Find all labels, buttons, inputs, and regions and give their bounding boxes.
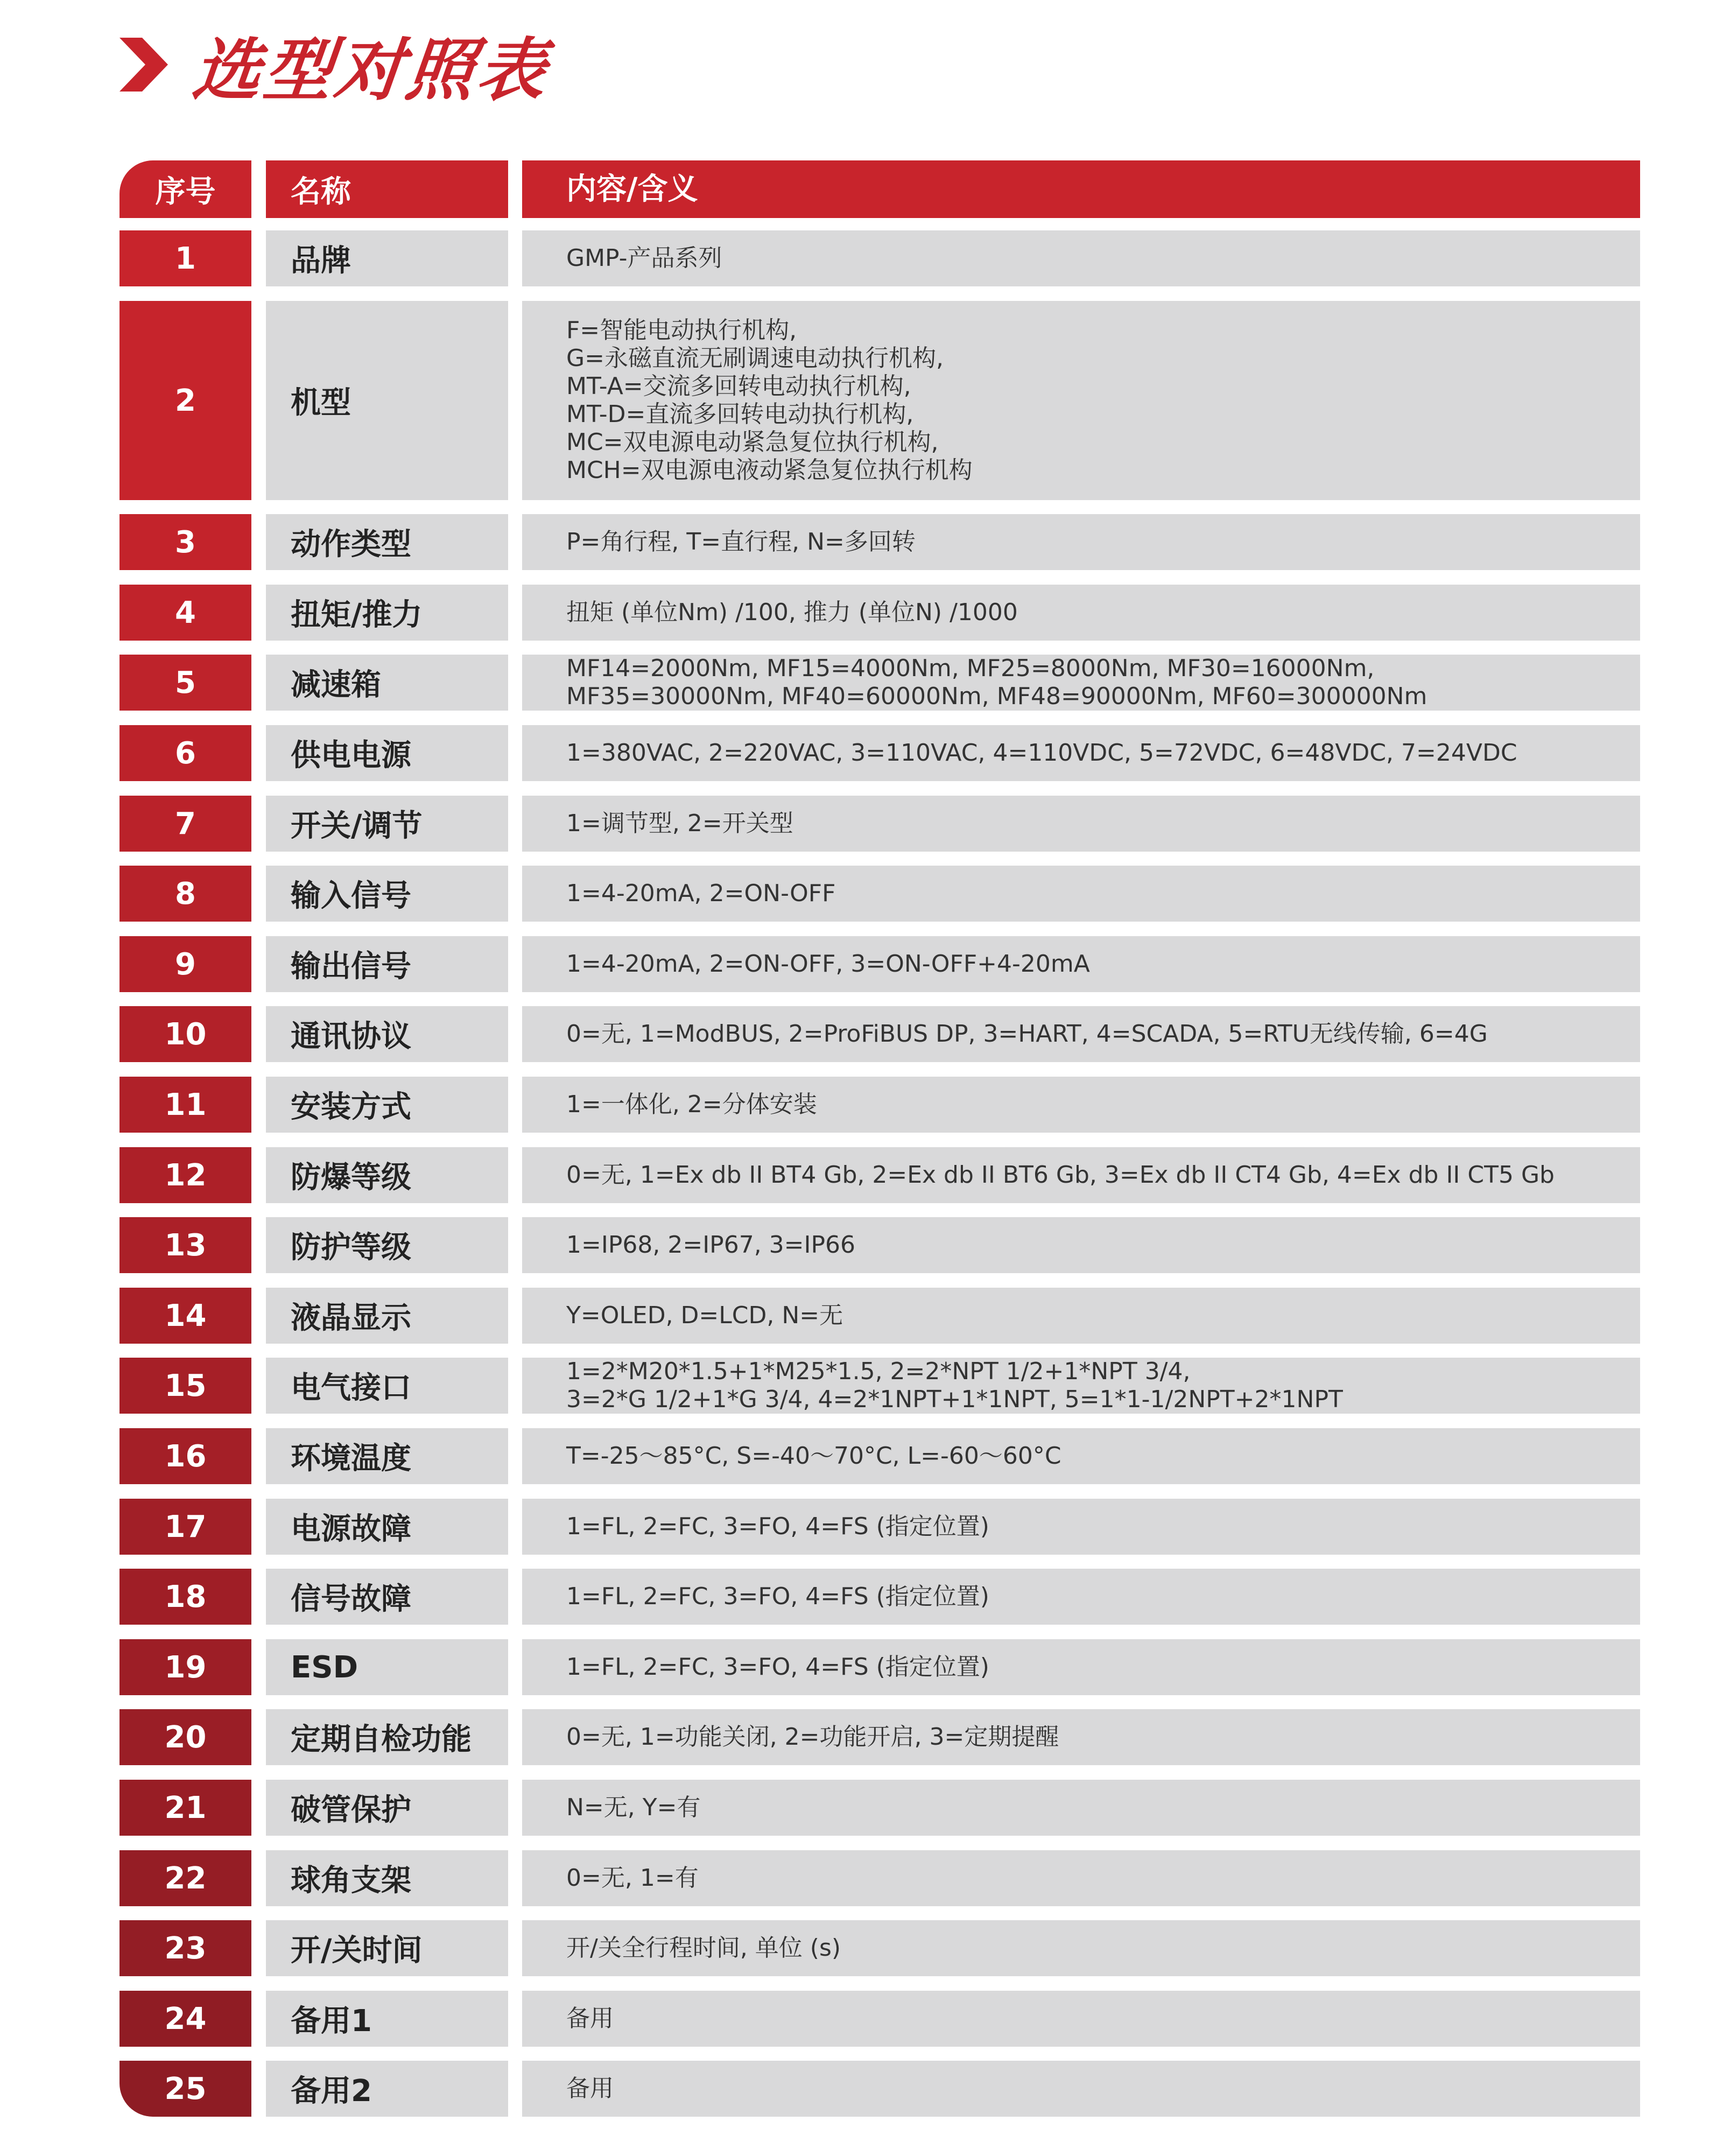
row-content (522, 655, 1640, 711)
row-content-text: 备用 (566, 2005, 614, 2032)
row-content-text: 0=无, 1=ModBUS, 2=ProFiBUS DP, 3=HART, 4=SCADA, 5=RTU无线传输, 6=4G (566, 1020, 1488, 1048)
table-row (119, 1217, 1640, 1273)
row-number: 6 (119, 725, 251, 781)
row-content (522, 1006, 1640, 1062)
row-name: 输出信号 (266, 936, 508, 992)
row-name: 液晶显示 (266, 1288, 508, 1344)
row-content-text: 备用 (566, 2075, 614, 2102)
chevron-right-icon (119, 38, 168, 92)
row-content-text: F=智能电动执行机构, G=永磁直流无刷调速电动执行机构, MT-A=交流多回转电动执行机构, MT-D=直流多回转电动执行机构, MC=双电源电动紧急复位执行机构, MCH=双电源电液动紧急复位执行机构 (566, 317, 973, 484)
row-name: 定期自检功能 (266, 1709, 508, 1765)
row-name: 备用2 (266, 2061, 508, 2117)
table-row (119, 1288, 1640, 1344)
row-name: 信号故障 (266, 1569, 508, 1625)
table-row (119, 725, 1640, 781)
row-content-text: 1=2*M20*1.5+1*M25*1.5, 2=2*NPT 1/2+1*NPT 3/4, 3=2*G 1/2+1*G 3/4, 4=2*1NPT+1*1NPT, 5=1*1-1/2NPT+2*1NPT (566, 1358, 1343, 1413)
table-row (119, 1358, 1640, 1414)
row-name: 开关/调节 (266, 796, 508, 852)
row-name: 安装方式 (266, 1077, 508, 1133)
row-content (522, 1288, 1640, 1344)
row-content (522, 1780, 1640, 1836)
table-row (119, 1639, 1640, 1695)
row-name: 减速箱 (266, 655, 508, 711)
row-number: 1 (119, 230, 251, 286)
row-number: 10 (119, 1006, 251, 1062)
row-name: 机型 (266, 301, 508, 500)
row-number: 3 (119, 514, 251, 570)
table-row (119, 301, 1640, 500)
row-content-text: 1=IP68, 2=IP67, 3=IP66 (566, 1231, 856, 1259)
header-no: 序号 (119, 160, 251, 218)
row-number: 4 (119, 585, 251, 641)
row-number: 16 (119, 1428, 251, 1484)
row-name: ESD (266, 1639, 508, 1695)
table-row (119, 1428, 1640, 1484)
table-row (119, 866, 1640, 922)
row-content-text: GMP-产品系列 (566, 244, 722, 272)
row-content (522, 1569, 1640, 1625)
row-content-text: 开/关全行程时间, 单位 (s) (566, 1934, 841, 1962)
table-row (119, 655, 1640, 711)
row-content-text: 1=FL, 2=FC, 3=FO, 4=FS (指定位置) (566, 1513, 989, 1540)
row-content-text: P=角行程, T=直行程, N=多回转 (566, 528, 916, 556)
table-row (119, 1920, 1640, 1976)
row-number: 23 (119, 1920, 251, 1976)
row-content-text: MF14=2000Nm, MF15=4000Nm, MF25=8000Nm, MF30=16000Nm, MF35=30000Nm, MF40=60000Nm, MF48=90000Nm, MF60=300000Nm (566, 655, 1427, 710)
row-number: 15 (119, 1358, 251, 1414)
row-content-text: 1=4-20mA, 2=ON-OFF (566, 880, 836, 907)
row-content-text: 1=FL, 2=FC, 3=FO, 4=FS (指定位置) (566, 1653, 989, 1681)
row-content-text: 扭矩 (单位Nm) /100, 推力 (单位N) /1000 (566, 599, 1018, 626)
row-content-text: 0=无, 1=功能关闭, 2=功能开启, 3=定期提醒 (566, 1723, 1059, 1751)
row-name: 电气接口 (266, 1358, 508, 1414)
row-content-text: 1=一体化, 2=分体安装 (566, 1091, 817, 1118)
row-number: 25 (119, 2061, 251, 2117)
table-row (119, 1991, 1640, 2047)
row-content (522, 230, 1640, 286)
row-content-text: 1=4-20mA, 2=ON-OFF, 3=ON-OFF+4-20mA (566, 950, 1090, 978)
row-number: 13 (119, 1217, 251, 1273)
row-number: 21 (119, 1780, 251, 1836)
row-number: 11 (119, 1077, 251, 1133)
row-name: 电源故障 (266, 1499, 508, 1555)
row-number: 20 (119, 1709, 251, 1765)
table-row (119, 1850, 1640, 1906)
row-content-text: T=-25〜85°C, S=-40〜70°C, L=-60〜60°C (566, 1442, 1061, 1470)
table-row (119, 1077, 1640, 1133)
row-name: 防爆等级 (266, 1147, 508, 1203)
table-row (119, 1147, 1640, 1203)
row-name: 备用1 (266, 1991, 508, 2047)
table-row (119, 1006, 1640, 1062)
row-number: 19 (119, 1639, 251, 1695)
row-number: 5 (119, 655, 251, 711)
row-content (522, 1077, 1640, 1133)
row-name: 开/关时间 (266, 1920, 508, 1976)
row-number: 22 (119, 1850, 251, 1906)
table-row (119, 1499, 1640, 1555)
row-name: 品牌 (266, 230, 508, 286)
row-content (522, 514, 1640, 570)
row-name: 动作类型 (266, 514, 508, 570)
row-number: 9 (119, 936, 251, 992)
table-row (119, 230, 1640, 286)
table-row (119, 796, 1640, 852)
row-content-text: 1=380VAC, 2=220VAC, 3=110VAC, 4=110VDC, 5=72VDC, 6=48VDC, 7=24VDC (566, 739, 1517, 767)
row-number: 2 (119, 301, 251, 500)
row-content-text: N=无, Y=有 (566, 1794, 701, 1821)
page-title: 选型对照表 (189, 30, 553, 110)
table-row (119, 1569, 1640, 1625)
row-name: 输入信号 (266, 866, 508, 922)
row-content (522, 725, 1640, 781)
table-row (119, 585, 1640, 641)
row-number: 24 (119, 1991, 251, 2047)
row-content (522, 866, 1640, 922)
row-content (522, 1709, 1640, 1765)
row-number: 18 (119, 1569, 251, 1625)
page-title-block (119, 22, 553, 110)
row-content (522, 936, 1640, 992)
table-row (119, 514, 1640, 570)
row-content (522, 1217, 1640, 1273)
row-content (522, 2061, 1640, 2117)
table-row (119, 2061, 1640, 2117)
row-content (522, 1920, 1640, 1976)
row-content (522, 1850, 1640, 1906)
row-number: 12 (119, 1147, 251, 1203)
row-name: 扭矩/推力 (266, 585, 508, 641)
row-content-text: 0=无, 1=有 (566, 1864, 699, 1892)
row-content-text: 0=无, 1=Ex db II BT4 Gb, 2=Ex db II BT6 Gb, 3=Ex db II CT4 Gb, 4=Ex db II CT5 Gb (566, 1161, 1555, 1189)
row-name: 环境温度 (266, 1428, 508, 1484)
row-content (522, 585, 1640, 641)
table-row (119, 1780, 1640, 1836)
row-content (522, 1428, 1640, 1484)
row-content (522, 1499, 1640, 1555)
row-content-text: 1=FL, 2=FC, 3=FO, 4=FS (指定位置) (566, 1583, 989, 1610)
table-header-row (119, 160, 1640, 218)
row-content-text: Y=OLED, D=LCD, N=无 (566, 1302, 843, 1329)
row-name: 防护等级 (266, 1217, 508, 1273)
row-content (522, 1358, 1640, 1414)
header-content: 内容/含义 (522, 160, 1640, 218)
row-name: 通讯协议 (266, 1006, 508, 1062)
row-content (522, 301, 1640, 500)
row-content (522, 796, 1640, 852)
row-content (522, 1991, 1640, 2047)
row-content-text: 1=调节型, 2=开关型 (566, 810, 793, 837)
row-name: 破管保护 (266, 1780, 508, 1836)
header-name: 名称 (266, 160, 508, 218)
table-row (119, 1709, 1640, 1765)
table-row (119, 936, 1640, 992)
row-content (522, 1639, 1640, 1695)
row-number: 7 (119, 796, 251, 852)
row-number: 8 (119, 866, 251, 922)
row-number: 14 (119, 1288, 251, 1344)
row-number: 17 (119, 1499, 251, 1555)
row-content (522, 1147, 1640, 1203)
row-name: 供电电源 (266, 725, 508, 781)
row-name: 球角支架 (266, 1850, 508, 1906)
